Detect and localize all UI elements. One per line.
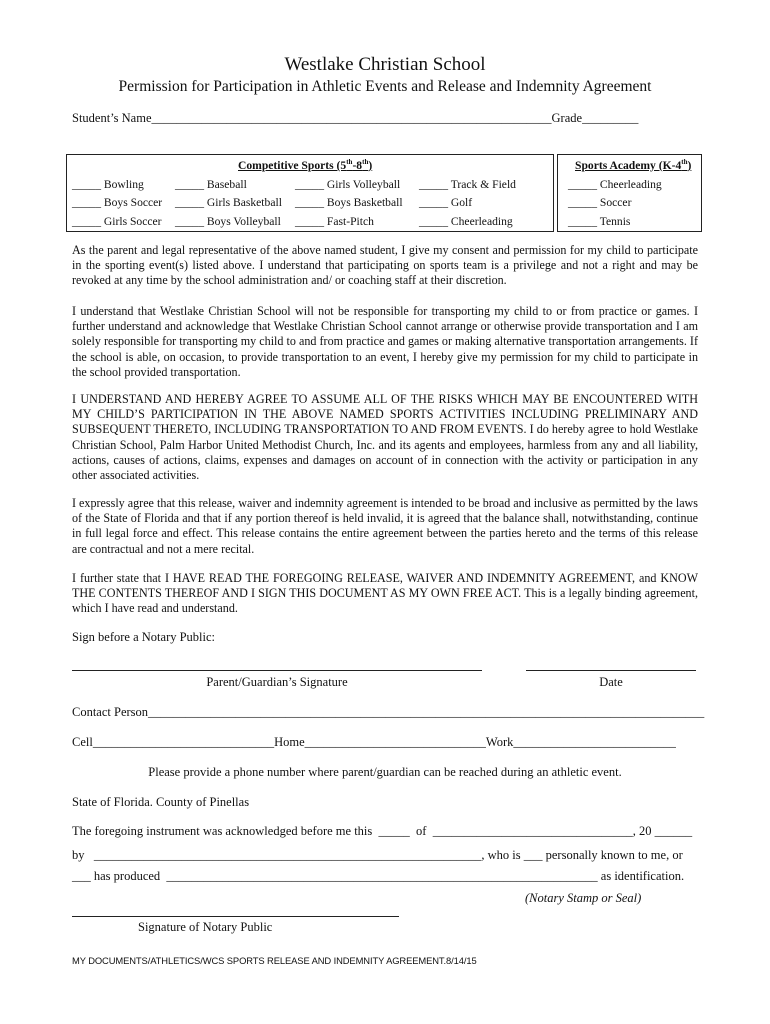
- sport-blank[interactable]: _____: [295, 178, 324, 191]
- sport-item-girls-basketball: _____ Girls Basketball: [175, 196, 282, 209]
- risk-paragraph: I UNDERSTAND AND HEREBY AGREE TO ASSUME ALL OF THE RISKS WHICH MAY BE ENCOUNTERED WITH MY CHILD’S PARTICIPATION IN THE ABOVE NAMED SPORTS ACTIVITIES INCLUDING PRELIMINARY AND SUBSEQUENT THERETO, INCLUDING TRANSPORTATION TO AND FROM EVENTS. I do hereby agree to hold Westlake Christian School, Palm Harbor United Methodist Church, Inc. and its agents and employees, harmless from any and all liability, actions, causes of actions, claims, expenses and damages on account of in connection with the activity or participation in any other associated activities.: [72, 392, 698, 483]
- sport-blank[interactable]: _____: [568, 196, 597, 209]
- date-label: Date: [599, 675, 623, 689]
- notary-year-field[interactable]: , 20 ______: [632, 824, 693, 838]
- parent-signature-line[interactable]: [72, 670, 482, 671]
- notary-instruction: Sign before a Notary Public:: [72, 630, 216, 644]
- sport-item-cheerleading: _____ Cheerleading: [419, 215, 513, 228]
- work-field[interactable]: __________________________: [513, 735, 676, 749]
- sport-blank[interactable]: _____: [295, 215, 324, 228]
- sport-item-girls-volleyball: _____ Girls Volleyball: [295, 178, 401, 191]
- sport-item-track-field: _____ Track & Field: [419, 178, 516, 191]
- sport-blank[interactable]: _____: [295, 196, 324, 209]
- academy-item-soccer: _____ Soccer: [568, 196, 632, 209]
- home-label: Home: [274, 735, 305, 749]
- school-name: Westlake Christian School: [284, 54, 486, 75]
- consent-paragraph: As the parent and legal representative of the above named student, I give my consent and permission for my child to participate in the sporting event(s) listed above. I understand that participating on sports team is a privilege and not a right and may be revoked at any time by the school administration and/ or coaching staff at their discretion.: [72, 243, 698, 288]
- sport-item-girls-soccer: _____ Girls Soccer: [72, 215, 162, 228]
- sport-blank[interactable]: _____: [175, 196, 204, 209]
- document-path-footer: MY DOCUMENTS/ATHLETICS/WCS SPORTS RELEASE AND INDEMNITY AGREEMENT.8/14/15: [72, 955, 477, 966]
- sport-blank[interactable]: _____: [72, 178, 101, 191]
- sport-blank[interactable]: _____: [175, 215, 204, 228]
- contact-person-label: Contact Person: [72, 705, 149, 719]
- competitive-sports-heading: Competitive Sports (5th-8th): [238, 158, 373, 172]
- sport-item-boys-volleyball: _____ Boys Volleyball: [175, 215, 281, 228]
- sport-blank[interactable]: _____: [72, 215, 101, 228]
- sport-item-boys-basketball: _____ Boys Basketball: [295, 196, 403, 209]
- notary-signature-label: Signature of Notary Public: [138, 920, 273, 934]
- phone-note: Please provide a phone number where parent/guardian can be reached during an athletic event.: [148, 765, 622, 779]
- acknowledgement-paragraph: I further state that I HAVE READ THE FOREGOING RELEASE, WAIVER AND INDEMNITY AGREEMENT, and KNOW THE CONTENTS THEREOF AND I SIGN THIS DOCUMENT AS MY OWN FREE ACT. This is a legally binding agreement, which I have read and understand.: [72, 571, 698, 616]
- sport-blank[interactable]: _____: [568, 215, 597, 228]
- notary-line-2: by ______________________________________________________________, who is ___ personally known to me, or: [72, 848, 683, 862]
- student-name-label: Student’s Name: [72, 111, 152, 125]
- notary-line-3: ___ has produced _____________________________________________________________________ as identification.: [72, 869, 685, 883]
- sports-academy-heading: Sports Academy (K-4th): [575, 158, 692, 172]
- sport-item-boys-soccer: _____ Boys Soccer: [72, 196, 163, 209]
- contact-person-row: [72, 705, 704, 720]
- sport-blank[interactable]: _____: [419, 196, 448, 209]
- academy-item-tennis: _____ Tennis: [568, 215, 631, 228]
- notary-day-field[interactable]: _____: [378, 824, 410, 838]
- sport-blank[interactable]: _____: [568, 178, 597, 191]
- sport-item-baseball: _____ Baseball: [175, 178, 247, 191]
- transportation-paragraph: I understand that Westlake Christian School will not be responsible for transporting my child to or from practice or games. I further understand and acknowledge that Westlake Christian School cannot arrange or otherwise provide transportation and I am solely responsible for transporting my child to and from practice and games or making alternative transportation arrangements. If the school is able, on occasion, to provide transportation to an event, I hereby give my permission for my child to participate in the school provided transportation.: [72, 304, 698, 379]
- parent-signature-label: Parent/Guardian’s Signature: [206, 675, 348, 689]
- contact-person-field[interactable]: _________________________________________________________________________________________: [148, 705, 705, 719]
- work-label: Work: [485, 735, 514, 749]
- notary-month-field[interactable]: ________________________________: [432, 824, 633, 838]
- sport-blank[interactable]: _____: [175, 178, 204, 191]
- phone-row: [72, 735, 676, 750]
- cell-label: Cell: [72, 735, 93, 749]
- release-paragraph: I expressly agree that this release, waiver and indemnity agreement is intended to be broad and inclusive as permitted by the laws of the State of Florida and that if any portion thereof is held invalid, it is agreed that the balance shall, notwithstanding, continue in full legal force and effect. This release contains the entire agreement between the parties hereto and the terms of this release are contractual and not a mere recital.: [72, 496, 698, 556]
- sport-item-fast-pitch: _____ Fast-Pitch: [295, 215, 374, 228]
- student-name-field[interactable]: ________________________________________________________________: [151, 111, 552, 125]
- sport-blank[interactable]: _____: [419, 215, 448, 228]
- notary-signature-line[interactable]: [72, 916, 399, 917]
- state-county: State of Florida. County of Pinellas: [72, 795, 250, 809]
- sport-item-golf: _____ Golf: [419, 196, 473, 209]
- sport-blank[interactable]: _____: [72, 196, 101, 209]
- grade-label: Grade: [551, 111, 583, 125]
- sport-blank[interactable]: _____: [419, 178, 448, 191]
- date-line[interactable]: [526, 670, 696, 671]
- produced-id-check[interactable]: ___: [72, 869, 91, 883]
- notary-name-field[interactable]: ______________________________________________________________: [93, 848, 482, 862]
- form-title: Permission for Participation in Athletic Events and Release and Indemnity Agreement: [118, 78, 652, 95]
- home-field[interactable]: _____________________________: [304, 735, 486, 749]
- cell-field[interactable]: _____________________________: [92, 735, 275, 749]
- notary-line-1: The foregoing instrument was acknowledged before me this _____ of ________________________________, 20 ______: [72, 824, 693, 838]
- student-name-row: [72, 111, 638, 126]
- notary-stamp-note: (Notary Stamp or Seal): [525, 891, 642, 905]
- identification-field[interactable]: _____________________________________________________________________: [166, 869, 598, 883]
- grade-field[interactable]: _________: [582, 111, 639, 125]
- sport-item-bowling: _____ Bowling: [72, 178, 144, 191]
- academy-item-cheerleading: _____ Cheerleading: [568, 178, 662, 191]
